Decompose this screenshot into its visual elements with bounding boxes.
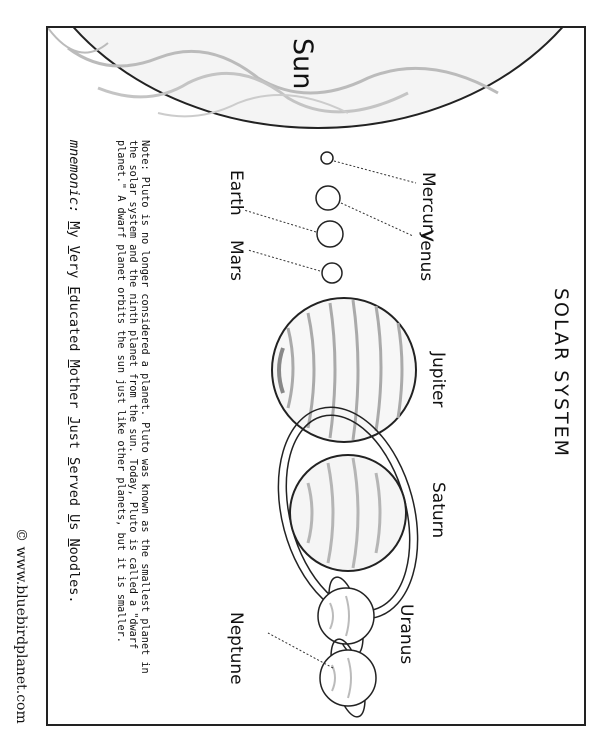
mercury-pointer <box>334 161 416 183</box>
venus-pointer <box>341 203 413 236</box>
jupiter-shape <box>272 298 416 442</box>
mnemonic-word: Educated <box>66 286 82 352</box>
earth-label: Earth <box>226 170 246 216</box>
jupiter-label: Jupiter <box>428 352 448 408</box>
pluto-note: Note: Pluto is no longer considered a planet. Pluto was known as the smallest planet in the solar system and the ninth planet from the sun. Today, Pluto is called a "dwarf planet." A dwarf planet orbits the sun just like other planets, but it is smaller. <box>115 140 150 674</box>
uranus-label: Uranus <box>396 604 416 665</box>
mars-shape <box>322 263 342 283</box>
mnemonic-line <box>66 140 82 604</box>
venus-shape <box>316 186 340 210</box>
mnemonic-word: Mother <box>66 359 82 409</box>
mercury-label: Mercury <box>418 172 438 241</box>
mars-label: Mars <box>226 240 246 281</box>
mercury-shape <box>321 152 333 164</box>
mnemonic-word: Just <box>66 416 82 450</box>
copyright-text: © www.bluebirdplanet.com <box>13 528 29 724</box>
sun-label: Sun <box>287 38 318 90</box>
saturn-label: Saturn <box>428 482 448 539</box>
mnemonic-word: Noodles. <box>66 538 82 604</box>
mnemonic-word: Very <box>66 245 82 279</box>
neptune-label: Neptune <box>226 612 246 685</box>
earth-shape <box>317 221 343 247</box>
uranus-shape <box>318 574 374 659</box>
mars-pointer <box>248 250 320 271</box>
mnemonic-word: Us <box>66 514 82 531</box>
earth-pointer <box>244 210 316 232</box>
mnemonic-label: mnemonic: <box>66 140 82 214</box>
neptune-shape <box>320 636 376 721</box>
mnemonic-word: Served <box>66 457 82 506</box>
neptune-pointer <box>268 633 333 668</box>
page-title: SOLAR SYSTEM <box>550 288 572 459</box>
venus-label: Venus <box>416 230 436 282</box>
mnemonic-word: My <box>66 221 82 238</box>
